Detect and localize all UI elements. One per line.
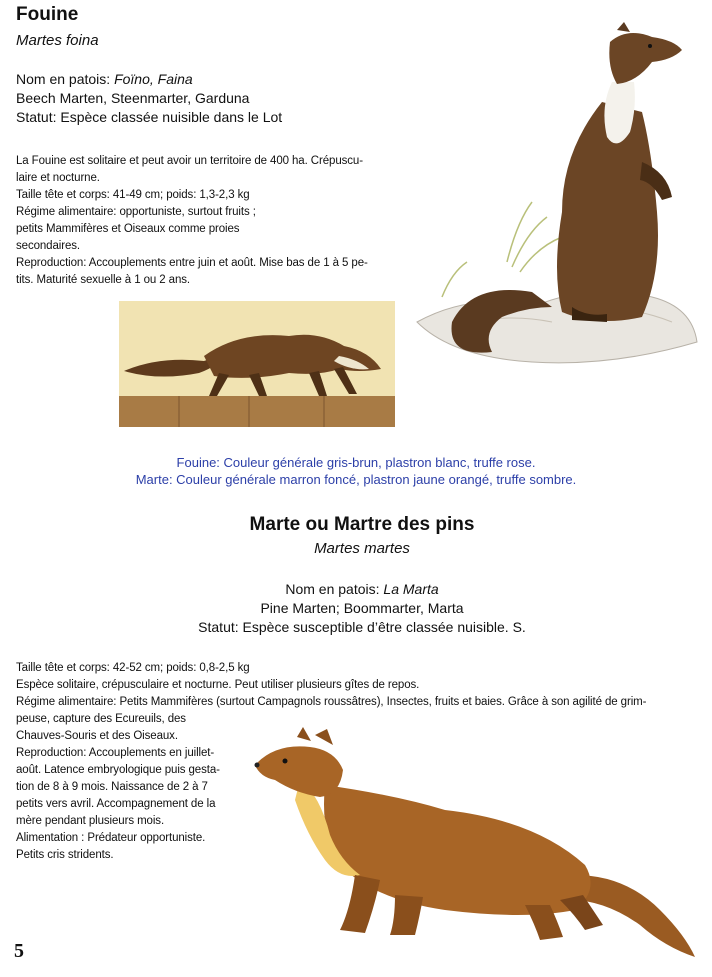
fouine-standing-illustration <box>412 22 702 382</box>
marte-scientific-name: Martes martes <box>314 540 410 557</box>
fouine-other-names: Beech Marten, Steenmarter, Garduna <box>16 90 250 106</box>
marte-names-block <box>0 580 712 637</box>
fouine-scientific-name: Martes foina <box>16 32 99 49</box>
marte-patois-line: Nom en patois: La Marta <box>285 581 439 597</box>
marte-title: Marte ou Martre des pins <box>249 514 475 535</box>
marte-description-narrow: Reproduction: Accouplements en juillet- août. Latence embryologique puis gesta- tion de 8 à 9 mois. Naissance de 2 à 7 petits vers avril. Accompagnement de la mère pendant plusieurs mois. Alimentation : Prédateur opportuniste. Petits cris stridents. <box>16 747 220 861</box>
fouine-description: La Fouine est solitaire et peut avoir un territoire de 400 ha. Crépuscu- laire et nocturne. Taille tête et corps: 41-49 cm; poids: 1,3-2,3 kg Régime alimentaire: opportuniste, surtout fruits ; petits Mammifères et Oiseaux comme proies secondaires. Reproduction: Accouplements entre juin et août. Mise bas de 1 à 5 pe- tits. Maturité sexuelle à 1 ou 2 ans. <box>16 155 368 286</box>
comparison-captions <box>0 454 712 488</box>
marte-description-full: Taille tête et corps: 42-52 cm; poids: 0,8-2,5 kg Espèce solitaire, crépusculaire et nocturne. Peut utiliser plusieurs gîtes de repos. Régime alimentaire: Petits Mammifères (surtout Campagnols roussâtres), Insectes, fruits et baies. Grâce à son agilité de grim- peuse, capture des Ecureuils, des Chauves-Souris et des Oiseaux. <box>16 662 647 742</box>
fouine-status: Statut: Espèce classée nuisible dans le Lot <box>16 109 283 125</box>
page-number: 5 <box>14 940 24 962</box>
caption-marte: Marte: Couleur générale marron foncé, plastron jaune orangé, truffe sombre. <box>135 472 577 487</box>
fouine-names-block <box>16 70 282 127</box>
fouine-patois-line: Nom en patois: Foïno, Faina <box>16 71 193 87</box>
marte-status: Statut: Espèce susceptible d’être classée nuisible. S. <box>198 619 526 635</box>
fouine-title: Fouine <box>16 4 79 25</box>
fouine-running-illustration <box>119 301 395 427</box>
caption-fouine: Fouine: Couleur générale gris-brun, plastron blanc, truffe rose. <box>176 455 536 470</box>
running-marten-drawing <box>119 301 395 427</box>
marte-illustration <box>245 725 700 960</box>
marte-other-names: Pine Marten; Boommarter, Marta <box>260 600 464 616</box>
